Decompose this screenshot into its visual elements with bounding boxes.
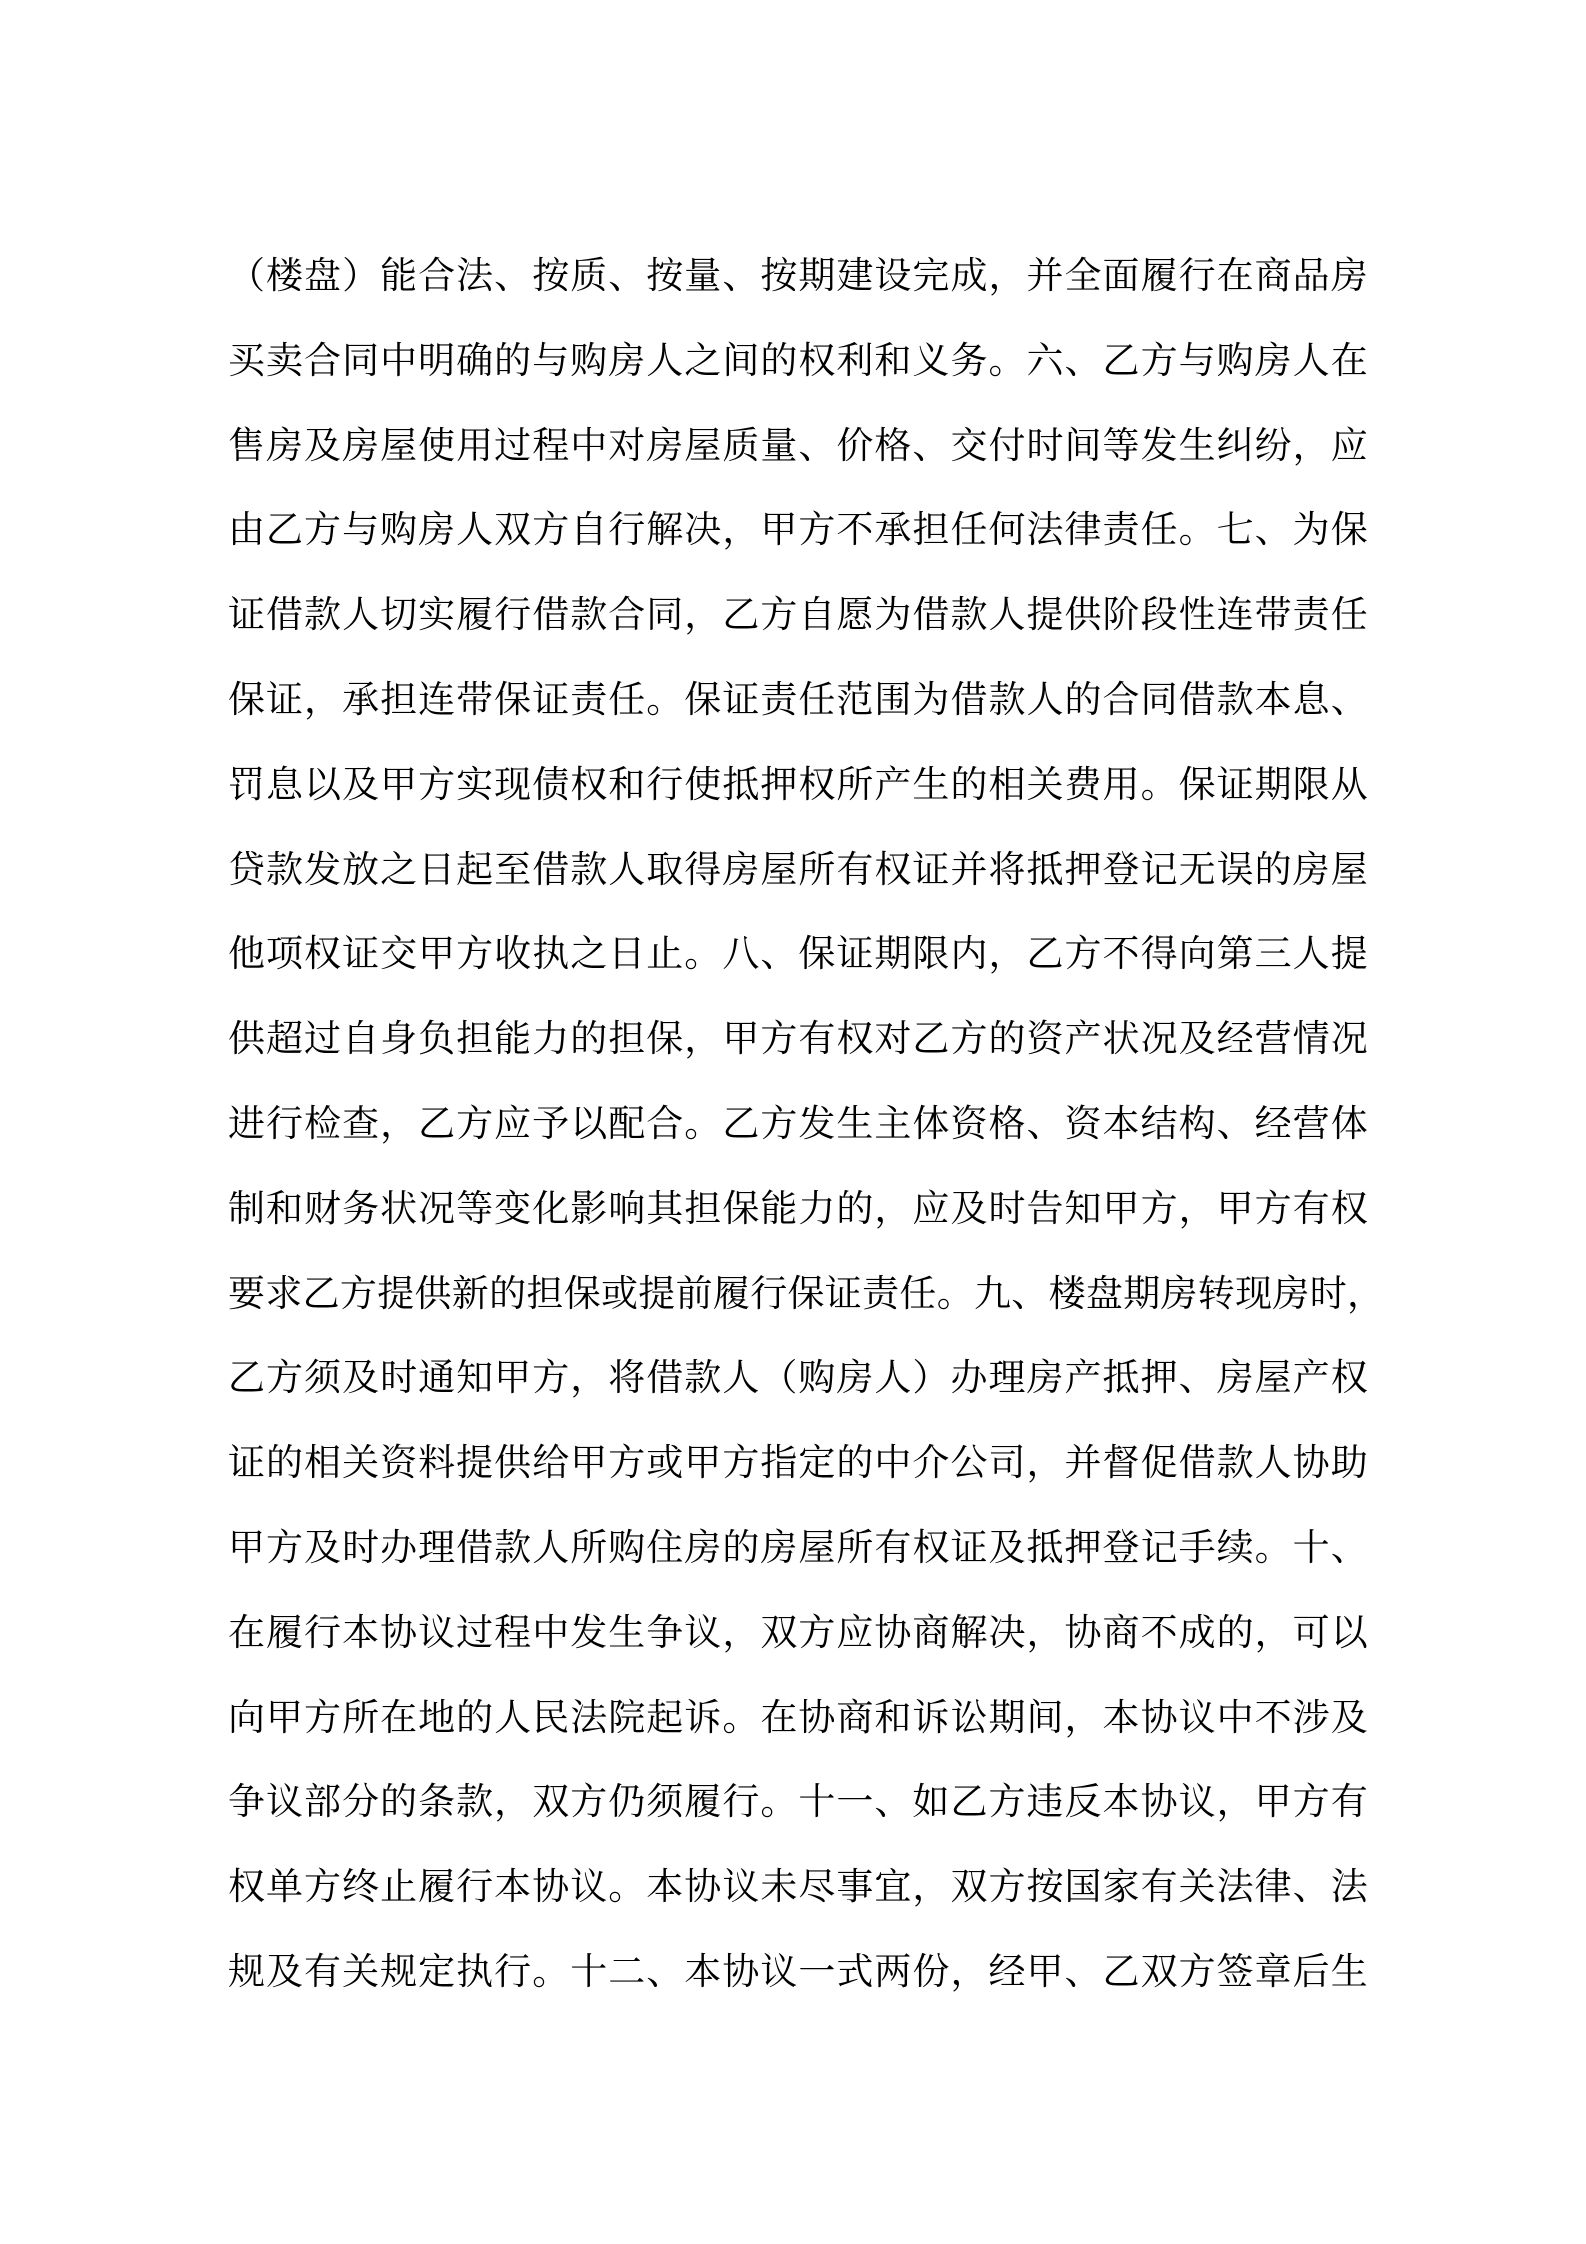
text-line-14: 乙方须及时通知甲方，将借款人（购房人）办理房产抵押、房屋产权: [228, 1356, 1368, 1400]
text-line-20: 权单方终止履行本协议。本协议未尽事宜，双方按国家有关法律、法: [228, 1865, 1368, 1909]
text-line-18: 向甲方所在地的人民法院起诉。在协商和诉讼期间，本协议中不涉及: [228, 1695, 1368, 1739]
text-line-11: 进行检查，乙方应予以配合。乙方发生主体资格、资本结构、经营体: [228, 1101, 1368, 1145]
text-line-5: 证借款人切实履行借款合同，乙方自愿为借款人提供阶段性连带责任: [228, 593, 1368, 637]
text-line-7: 罚息以及甲方实现债权和行使抵押权所产生的相关费用。保证期限从: [228, 762, 1368, 806]
text-line-1: （楼盘）能合法、按质、按量、按期建设完成，并全面履行在商品房: [228, 254, 1368, 297]
text-line-16: 甲方及时办理借款人所购住房的房屋所有权证及抵押登记手续。十、: [228, 1525, 1368, 1569]
text-line-3: 售房及房屋使用过程中对房屋质量、价格、交付时间等发生纠纷，应: [228, 423, 1368, 467]
text-line-13: 要求乙方提供新的担保或提前履行保证责任。九、楼盘期房转现房时，: [228, 1271, 1385, 1315]
text-line-8: 贷款发放之日起至借款人取得房屋所有权证并将抵押登记无误的房屋: [228, 847, 1368, 891]
body-text: [228, 234, 1385, 2015]
text-line-9: 他项权证交甲方收执之日止。八、保证期限内，乙方不得向第三人提: [228, 932, 1368, 976]
text-line-12: 制和财务状况等变化影响其担保能力的，应及时告知甲方，甲方有权: [228, 1186, 1368, 1230]
text-line-17: 在履行本协议过程中发生争议，双方应协商解决，协商不成的，可以: [228, 1610, 1368, 1654]
text-line-21: 规及有关规定执行。十二、本协议一式两份，经甲、乙双方签章后生: [228, 1949, 1368, 1993]
text-line-10: 供超过自身负担能力的担保，甲方有权对乙方的资产状况及经营情况: [228, 1017, 1368, 1061]
text-line-4: 由乙方与购房人双方自行解决，甲方不承担任何法律责任。七、为保: [228, 508, 1368, 552]
text-line-15: 证的相关资料提供给甲方或甲方指定的中介公司，并督促借款人协助: [228, 1441, 1368, 1485]
text-line-19: 争议部分的条款，双方仍须履行。十一、如乙方违反本协议，甲方有: [228, 1780, 1368, 1824]
text-line-6: 保证，承担连带保证责任。保证责任范围为借款人的合同借款本息、: [228, 677, 1368, 721]
text-line-2: 买卖合同中明确的与购房人之间的权利和义务。六、乙方与购房人在: [228, 338, 1368, 382]
